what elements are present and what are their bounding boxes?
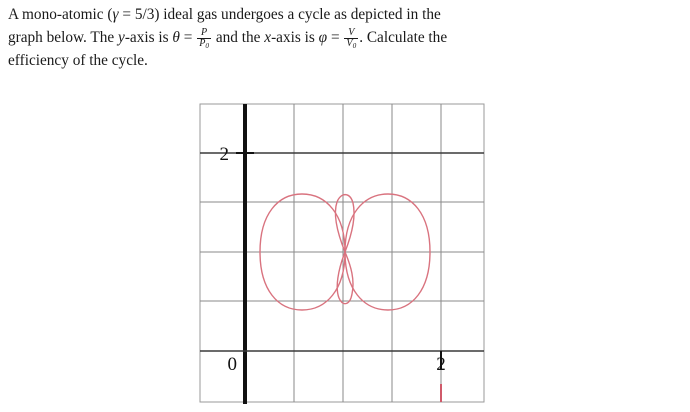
fraction-denominator-p-letter: P (199, 37, 206, 49)
gamma-symbol: γ (112, 6, 119, 23)
problem-statement (8, 4, 680, 73)
problem-line-3: efficiency of the cycle. (8, 52, 148, 70)
theta-symbol: θ (172, 28, 180, 46)
y-tick-label-2: 2 (219, 144, 229, 165)
cycle-graph (198, 102, 486, 404)
fraction-numerator-v: V (344, 28, 358, 39)
y-axis-symbol: y (118, 28, 125, 46)
phi-symbol: φ (318, 28, 328, 46)
fraction-denominator-v-subscript: 0 (352, 41, 357, 50)
fraction-v-over-v0 (344, 28, 358, 51)
problem-line-2-part-b: -axis is (124, 28, 173, 46)
fraction-denominator-v-letter: V (346, 37, 353, 49)
problem-line-2-part-e: . Calculate the (359, 28, 448, 46)
x-tick-label-2: 2 (436, 354, 446, 375)
problem-line-2-eq-2: = (327, 28, 344, 46)
problem-line-1-part-a: A mono-atomic ( (8, 6, 113, 23)
fraction-denominator-v0 (344, 39, 358, 50)
problem-line-2-part-d: -axis is (271, 28, 319, 46)
x-axis-symbol: x (264, 28, 272, 46)
problem-line-1-part-b: = 5/3) ideal gas undergoes a cycle as depicted in the (118, 6, 441, 23)
fraction-denominator-p0 (197, 39, 211, 50)
fraction-p-over-p0 (197, 28, 211, 51)
problem-line-2-part-c: and the (212, 28, 265, 46)
fraction-denominator-p-subscript: 0 (205, 41, 210, 50)
origin-label-0: 0 (227, 354, 237, 375)
fraction-numerator-p: P (197, 28, 211, 39)
problem-line-2 (8, 27, 680, 51)
problem-line-2-part-a: graph below. The (8, 28, 119, 46)
graph-figure (198, 102, 486, 404)
problem-line-1 (8, 4, 680, 27)
problem-line-2-eq-1: = (179, 28, 197, 46)
